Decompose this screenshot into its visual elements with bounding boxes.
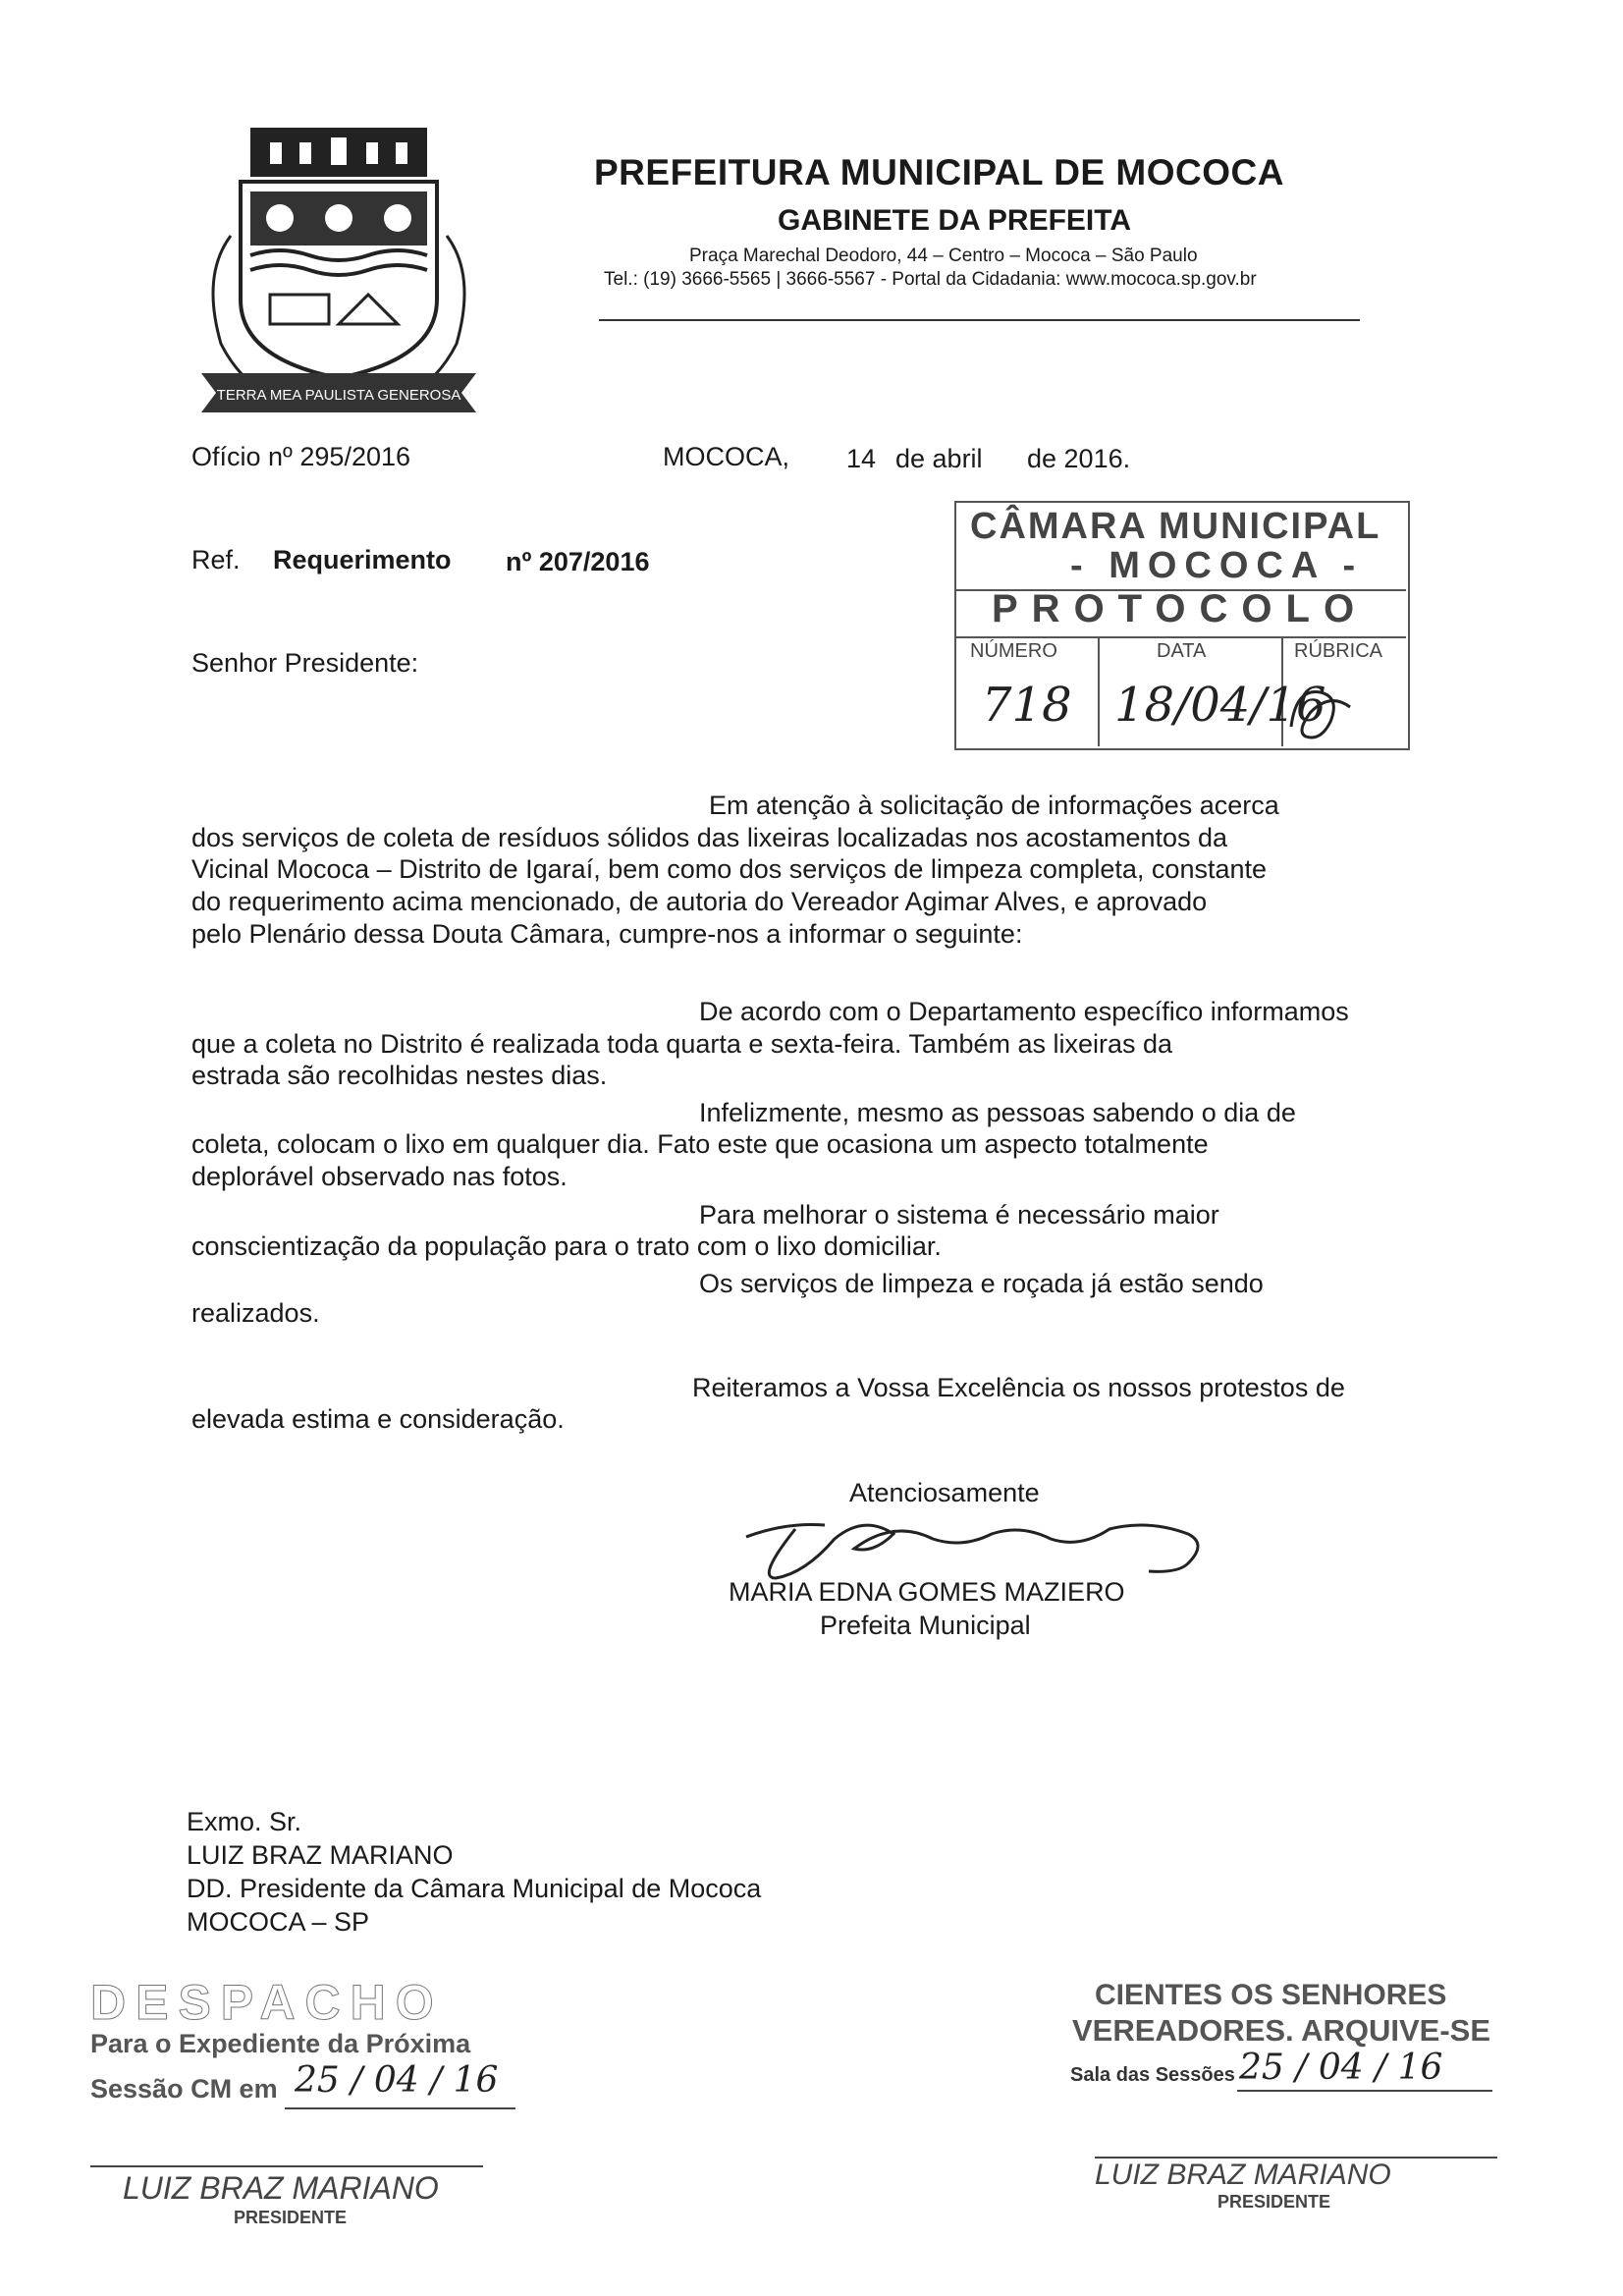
- despacho-date: 25 / 04 / 16: [295, 2060, 499, 2101]
- despacho-signature-line: [90, 2165, 483, 2167]
- stamp-col-numero: NÚMERO: [970, 640, 1057, 662]
- salutation: Senhor Presidente:: [191, 648, 419, 678]
- signer-title: Prefeita Municipal: [820, 1611, 1031, 1640]
- municipal-crest-icon: [191, 128, 486, 432]
- para1-line3: Vicinal Mococa – Distrito de Igaraí, bem como dos serviços de limpeza completa, constante: [191, 854, 1268, 884]
- despacho-date-line: [285, 2107, 515, 2109]
- para1-line1: Em atenção à solicitação de informações acerca: [709, 791, 1279, 820]
- despacho-line1: Para o Expediente da Próxima: [90, 2029, 471, 2058]
- closing: Atenciosamente: [849, 1478, 1040, 1507]
- para2-line1: De acordo com o Departamento específico informamos: [699, 997, 1349, 1026]
- para3-line1: Infelizmente, mesmo as pessoas sabendo o dia de: [699, 1098, 1296, 1127]
- date-day: 14: [846, 444, 877, 473]
- despacho-president-name: LUIZ BRAZ MARIANO: [123, 2170, 439, 2206]
- header-divider: [599, 319, 1360, 321]
- para4-line2: conscientização da população para o trato com o lixo domiciliar.: [191, 1231, 942, 1261]
- cientes-line3: Sala das Sessões: [1070, 2064, 1235, 2086]
- stamp-numero-value: 718: [982, 678, 1072, 733]
- crest-motto: TERRA MEA PAULISTA GENEROSA: [216, 387, 461, 404]
- cientes-line1: CIENTES OS SENHORES: [1095, 1979, 1447, 2011]
- recipient-line3: DD. Presidente da Câmara Municipal de Mococa: [187, 1874, 762, 1903]
- para3-line3: deplorável observado nas fotos.: [191, 1162, 568, 1191]
- recipient-line4: MOCOCA – SP: [187, 1907, 370, 1937]
- para3-line2: coleta, colocam o lixo em qualquer dia. Fato este que ocasiona um aspecto totalmente: [191, 1129, 1209, 1159]
- para5-line1: Os serviços de limpeza e roçada já estão sendo: [699, 1269, 1264, 1298]
- para1-line4: do requerimento acima mencionado, de autoria do Vereador Agimar Alves, e aprovado: [191, 887, 1208, 916]
- para6-line1: Reiteramos a Vossa Excelência os nossos protestos de: [692, 1373, 1345, 1402]
- header-subtitle: GABINETE DA PREFEITA: [778, 204, 1132, 237]
- stamp-col-data: DATA: [1157, 640, 1207, 662]
- para2-line2: que a coleta no Distrito é realizada toda quarta e sexta-feira. Também as lixeiras da: [191, 1029, 1173, 1059]
- para4-line1: Para melhorar o sistema é necessário maior: [699, 1200, 1219, 1230]
- header-contact: Tel.: (19) 3666-5565 | 3666-5567 - Portal da Cidadania: www.mococa.sp.gov.br: [604, 269, 1257, 290]
- header-address: Praça Marechal Deodoro, 44 – Centro – Mococa – São Paulo: [689, 246, 1198, 266]
- cientes-president-name: LUIZ BRAZ MARIANO: [1095, 2159, 1391, 2191]
- ref-number: nº 207/2016: [506, 547, 650, 576]
- protocol-stamp-line1: CÂMARA MUNICIPAL: [970, 506, 1381, 547]
- recipient-line1: Exmo. Sr.: [187, 1807, 302, 1836]
- cientes-date-line: [1237, 2090, 1492, 2092]
- stamp-divider: [954, 636, 1406, 638]
- rubrica-signature-icon: [1281, 678, 1360, 746]
- stamp-col-rubrica: RÚBRICA: [1294, 640, 1383, 662]
- ref-document: Requerimento: [273, 545, 452, 574]
- date-year: de 2016.: [1027, 444, 1131, 473]
- despacho-stamp-title: DESPACHO: [90, 1975, 444, 2030]
- cientes-president-role: PRESIDENTE: [1217, 2192, 1331, 2212]
- header-title: PREFEITURA MUNICIPAL DE MOCOCA: [594, 152, 1284, 192]
- stamp-divider: [1098, 636, 1100, 746]
- para5-line2: realizados.: [191, 1298, 320, 1328]
- place: MOCOCA,: [663, 442, 790, 471]
- cientes-date: 25 / 04 / 16: [1239, 2048, 1443, 2088]
- signer-name: MARIA EDNA GOMES MAZIERO: [729, 1577, 1125, 1607]
- despacho-line2: Sessão CM em: [90, 2074, 278, 2104]
- protocol-stamp-line3: PROTOCOLO: [992, 587, 1369, 630]
- para1-line5: pelo Plenário dessa Douta Câmara, cumpre-nos a informar o seguinte:: [191, 919, 1023, 949]
- ref-label: Ref.: [191, 545, 241, 574]
- oficio-number: Ofício nº 295/2016: [191, 442, 411, 471]
- despacho-president-role: PRESIDENTE: [234, 2208, 348, 2227]
- para1-line2: dos serviços de coleta de resíduos sólidos das lixeiras localizadas nos acostamentos da: [191, 823, 1228, 852]
- para2-line3: estrada são recolhidas nestes dias.: [191, 1061, 608, 1090]
- para6-line2: elevada estima e consideração.: [191, 1404, 565, 1434]
- cientes-line2: VEREADORES. ARQUIVE-SE: [1072, 2013, 1491, 2048]
- date-month: de abril: [895, 444, 983, 473]
- recipient-line2: LUIZ BRAZ MARIANO: [187, 1840, 454, 1870]
- protocol-stamp-line2: - MOCOCA -: [1070, 545, 1364, 586]
- stamp-data-value: 18/04/16: [1114, 678, 1326, 733]
